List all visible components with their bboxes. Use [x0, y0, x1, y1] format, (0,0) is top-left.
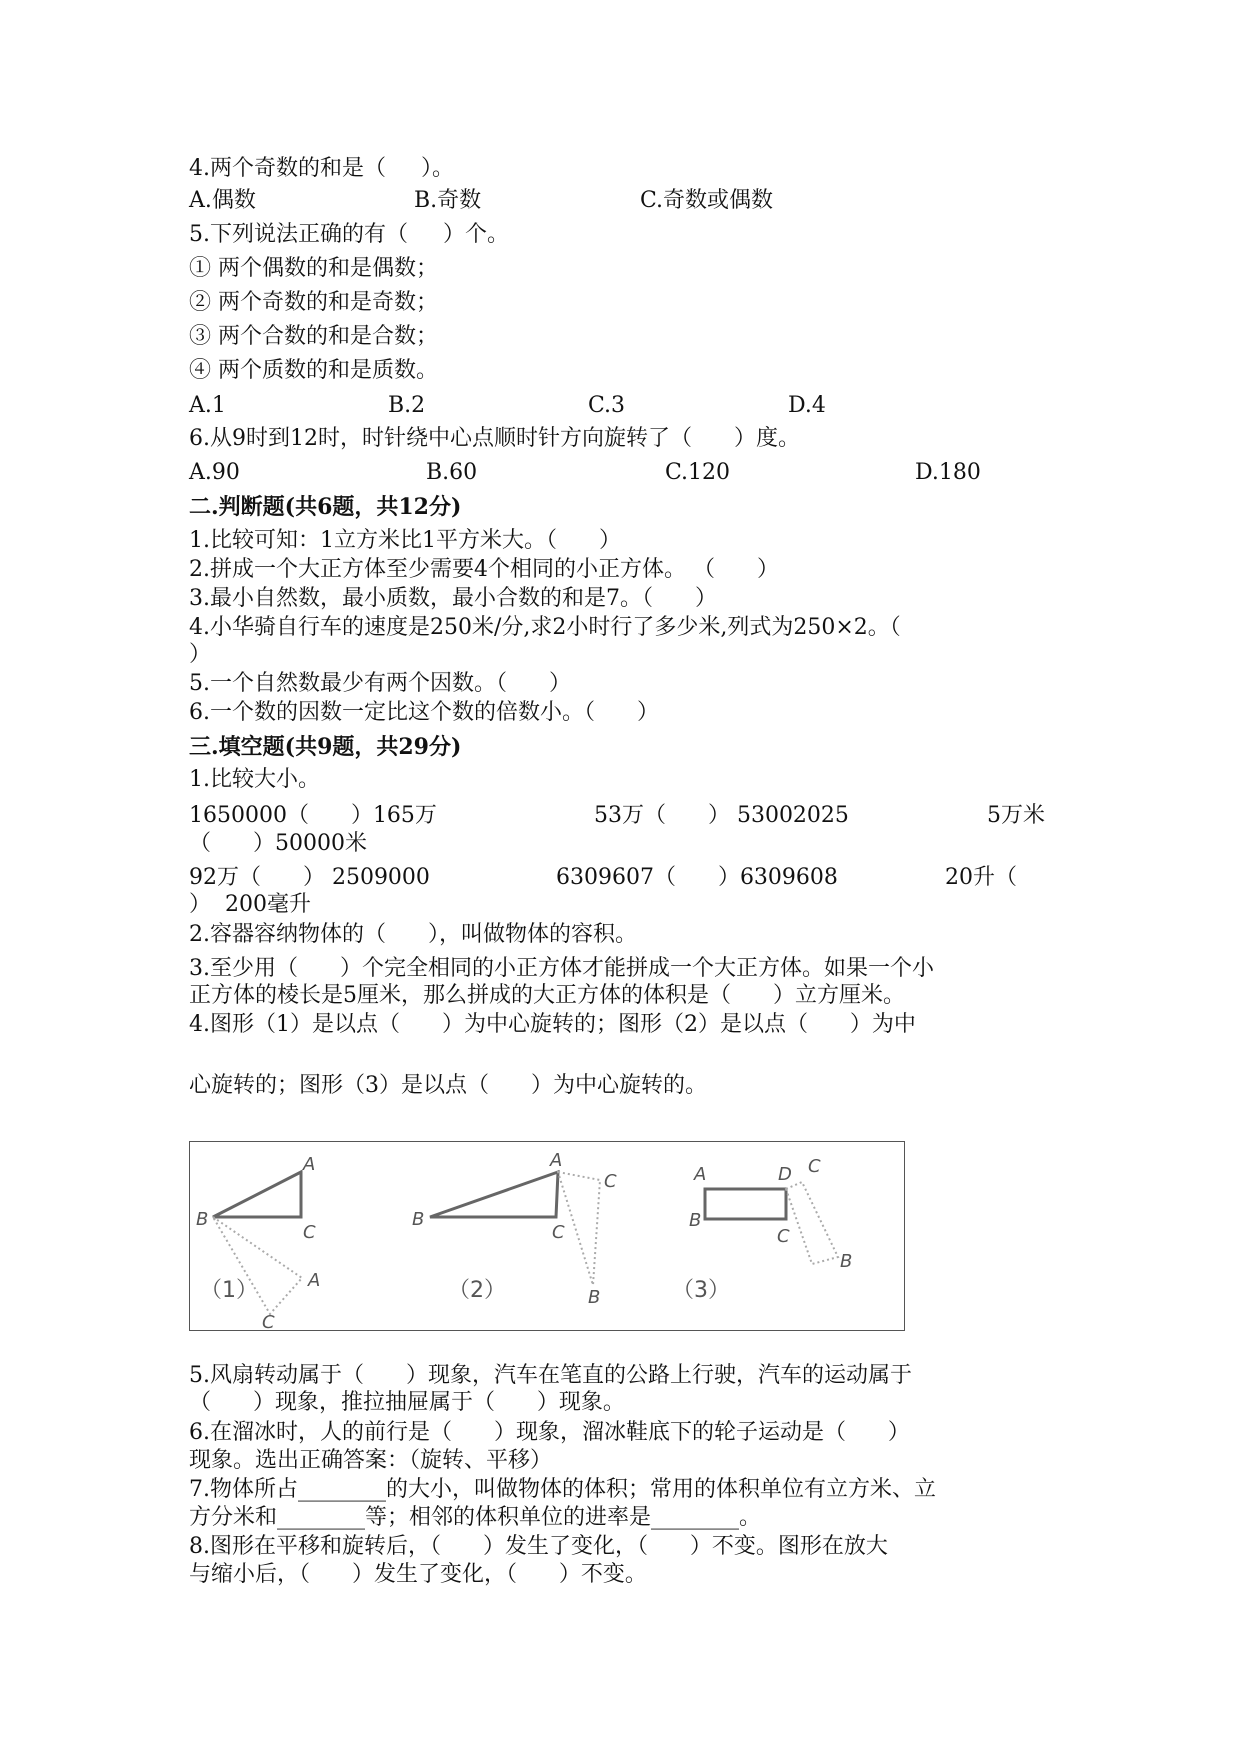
text-line: 2.容器容纳物体的（ ），叫做物体的容积。 [189, 922, 637, 947]
fig3-caption: （3） [672, 1278, 730, 1303]
option-text: 20升（ [945, 865, 1017, 890]
rotation-figure [189, 1141, 905, 1331]
text-line: 92万（ ） 2509000 [189, 865, 430, 890]
text-line: ④ 两个质数的和是质数。 [189, 358, 438, 383]
section-heading: 三.填空题(共9题，共29分) [189, 734, 462, 760]
text-line: A.1 [189, 393, 226, 418]
text-line: A.偶数 [189, 188, 256, 213]
text-line: ② 两个奇数的和是奇数； [189, 290, 438, 315]
figure-2 [430, 1172, 600, 1285]
text-line: 4.图形（1）是以点（ ）为中心旋转的；图形（2）是以点（ ）为中 [189, 1012, 916, 1037]
fig2-label-c: C [552, 1222, 565, 1243]
text-line: 5.风扇转动属于（ ）现象，汽车在笔直的公路上行驶，汽车的运动属于 [189, 1363, 912, 1388]
text-line: A.90 [189, 460, 240, 485]
fig3-label-b2: B [840, 1251, 853, 1272]
text-line: 现象。选出正确答案：（旋转、平移） [189, 1448, 553, 1473]
text-line: ① 两个偶数的和是偶数； [189, 256, 438, 281]
text-line: 6.一个数的因数一定比这个数的倍数小。（ ） [189, 700, 659, 725]
text-line: 方分米和________等；相邻的体积单位的进率是________。 [189, 1505, 762, 1530]
fig1-label-c: C [303, 1222, 316, 1243]
fig1-label-a2: A [308, 1270, 321, 1291]
text-line: 1650000（ ）165万 [189, 803, 437, 828]
text-line: ） 200毫升 [189, 892, 311, 917]
option-text: 6309607（ ）6309608 [556, 865, 838, 890]
text-line: 1.比较可知：1立方米比1平方米大。（ ） [189, 528, 621, 553]
option-text: C.奇数或偶数 [640, 188, 774, 213]
text-line: 1.比较大小。 [189, 767, 320, 792]
text-line: 7.物体所占________的大小，叫做物体的体积；常用的体积单位有立方米、立 [189, 1477, 936, 1502]
text-line: 2.拼成一个大正方体至少需要4个相同的小正方体。 （ ） [189, 557, 779, 582]
option-text: B.奇数 [414, 188, 482, 213]
rotation-diagram [190, 1142, 906, 1332]
text-line: 4.两个奇数的和是（ ）。 [189, 156, 454, 181]
figure-3 [705, 1182, 838, 1264]
option-text: D.4 [788, 393, 826, 418]
fig1-caption: （1） [200, 1278, 258, 1303]
fig3-label-a: A [694, 1164, 707, 1185]
fig1-label-a: A [303, 1154, 316, 1175]
fig1-label-c2: C [262, 1312, 275, 1332]
text-line: （ ）现象，推拉抽屉属于（ ）现象。 [189, 1390, 625, 1415]
fig3-label-d: D [778, 1164, 792, 1185]
option-text: 53万（ ） 53002025 [594, 803, 849, 828]
text-line: 8.图形在平移和旋转后，（ ）发生了变化，（ ）不变。图形在放大 [189, 1534, 888, 1559]
text-line: 5.下列说法正确的有（ ）个。 [189, 222, 509, 247]
text-line: ③ 两个合数的和是合数； [189, 324, 438, 349]
option-text: C.3 [588, 393, 626, 418]
fig3-label-b: B [689, 1210, 702, 1231]
text-line: 4.小华骑自行车的速度是250米/分,求2小时行了多少米,列式为250×2。（ [189, 615, 901, 640]
text-line: 3.最小自然数，最小质数，最小合数的和是7。（ ） [189, 586, 717, 611]
text-line: 与缩小后，（ ）发生了变化，（ ）不变。 [189, 1562, 647, 1587]
fig1-label-b: B [196, 1209, 209, 1230]
text-line: （ ）50000米 [189, 831, 367, 856]
fig3-label-c2: C [808, 1156, 821, 1177]
section-heading: 二.判断题(共6题，共12分) [189, 494, 462, 520]
text-line: 6.从9时到12时，时针绕中心点顺时针方向旋转了（ ）度。 [189, 426, 800, 451]
text-line: ） [189, 642, 212, 667]
text-line: 6.在溜冰时，人的前行是（ ）现象，溜冰鞋底下的轮子运动是（ ） [189, 1420, 910, 1445]
fig2-label-b2: B [588, 1287, 601, 1308]
text-line: 正方体的棱长是5厘米，那么拼成的大正方体的体积是（ ）立方厘米。 [189, 983, 905, 1008]
option-text: 5万米 [987, 803, 1045, 828]
text-line: 3.至少用（ ）个完全相同的小正方体才能拼成一个大正方体。如果一个小 [189, 956, 934, 981]
fig3-label-c: C [777, 1226, 790, 1247]
option-text: B.60 [426, 460, 478, 485]
fig2-label-b: B [412, 1209, 425, 1230]
option-text: C.120 [665, 460, 731, 485]
option-text: D.180 [915, 460, 981, 485]
text-line: 心旋转的；图形（3）是以点（ ）为中心旋转的。 [189, 1073, 707, 1098]
text-line: 5.一个自然数最少有两个因数。（ ） [189, 671, 571, 696]
option-text: B.2 [388, 393, 426, 418]
fig2-label-a: A [550, 1150, 563, 1171]
fig2-label-c2: C [604, 1171, 617, 1192]
fig2-caption: （2） [448, 1278, 506, 1303]
